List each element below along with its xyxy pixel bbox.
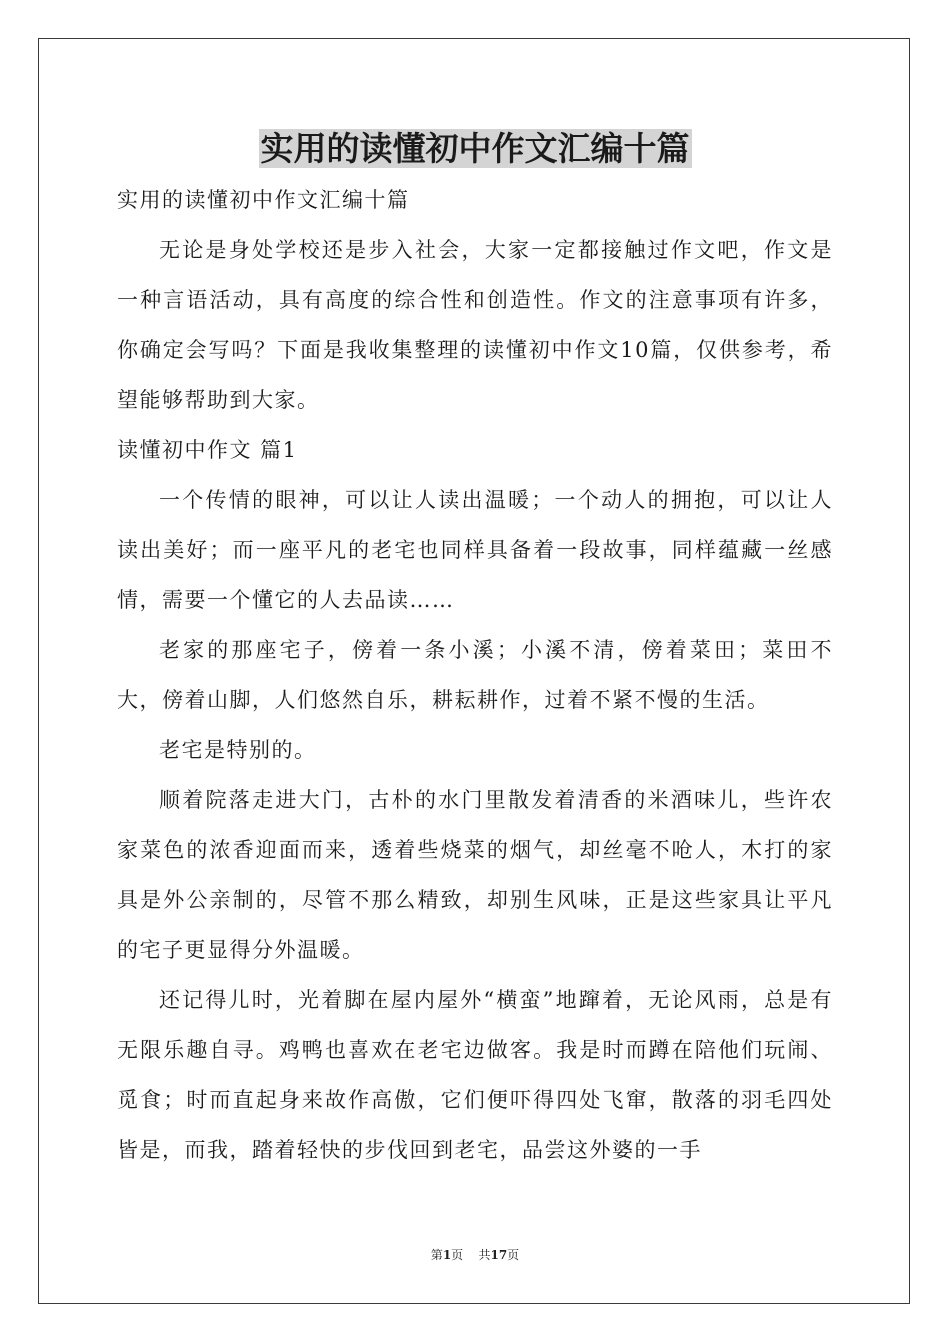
document-body (117, 175, 833, 1175)
footer-total-pages: 17 (490, 1248, 508, 1262)
paragraph: 老宅是特别的。 (159, 738, 317, 762)
page-footer (0, 1246, 950, 1263)
paragraph-intro: 无论是身处学校还是步入社会，大家一定都接触过作文吧，作文是一种言语活动，具有高度的综合性和创造性。作文的注意事项有许多，你确定会写吗？下面是我收集整理的读懂初中作文10篇，仅供参考，希望能够帮助到大家。 (117, 238, 833, 412)
subtitle-line: 实用的读懂初中作文汇编十篇 (117, 188, 410, 212)
footer-page-unit: 页 (451, 1248, 464, 1262)
paragraph: 还记得儿时，光着脚在屋内屋外“横蛮”地蹿着，无论风雨，总是有无限乐趣自寻。鸡鸭也喜欢在老宅边做客。我是时而蹲在陪他们玩闹、觅食；时而直起身来故作高傲，它们便吓得四处飞窜，散落的羽毛四处皆是，而我，踏着轻快的步伐回到老宅，品尝这外婆的一手 (117, 988, 833, 1162)
document-title (0, 124, 950, 174)
paragraph: 顺着院落走进大门，古朴的水门里散发着清香的米酒味儿，些许农家菜色的浓香迎面而来，透着些烧菜的烟气，却丝毫不呛人，木打的家具是外公亲制的，尽管不那么精致，却别生风味，正是这些家具让平凡的宅子更显得分外温暖。 (117, 788, 833, 962)
paragraph: 老家的那座宅子，傍着一条小溪；小溪不清，傍着菜田；菜田不大，傍着山脚，人们悠然自乐，耕耘耕作，过着不紧不慢的生活。 (117, 638, 833, 712)
footer-prefix: 第 (430, 1248, 443, 1262)
section-heading: 读懂初中作文 篇1 (117, 438, 298, 462)
footer-page-number: 1 (442, 1248, 452, 1262)
footer-total-prefix: 共 (478, 1248, 491, 1262)
paragraph: 一个传情的眼神，可以让人读出温暖；一个动人的拥抱，可以让人读出美好；而一座平凡的老宅也同样具备着一段故事，同样蕴藏一丝感情，需要一个懂它的人去品读…… (117, 488, 833, 612)
title-text: 实用的读懂初中作文汇编十篇 (260, 129, 690, 168)
footer-total-unit: 页 (507, 1248, 520, 1262)
